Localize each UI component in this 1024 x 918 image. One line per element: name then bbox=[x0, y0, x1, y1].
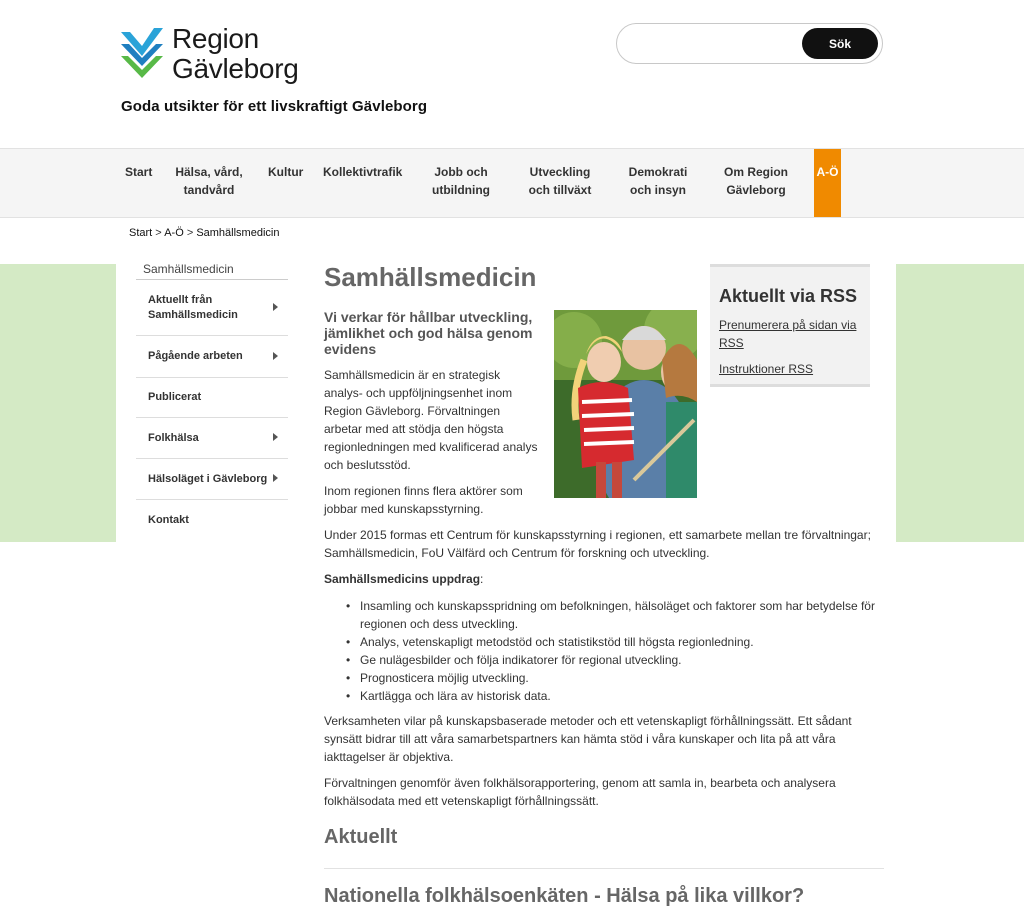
logo-text bbox=[172, 24, 299, 84]
sidebar-item-label: Aktuellt från Samhällsmedicin bbox=[148, 293, 238, 321]
nav-kultur[interactable]: Kultur bbox=[268, 165, 304, 179]
nav-jobb[interactable]: Jobb och utbildning bbox=[432, 165, 490, 197]
nav-om-region[interactable]: Om Region Gävleborg bbox=[723, 165, 788, 197]
reporting-paragraph: Förvaltningen genomför även folkhälsorapportering, genom att samla in, bearbeta och analysera folkhälsodata med ett vetenskapligt förhållningssätt. bbox=[324, 776, 836, 808]
sidebar-item-halsolaget[interactable] bbox=[136, 459, 288, 500]
nav-a-o[interactable]: A-Ö bbox=[814, 149, 841, 217]
chevron-right-icon[interactable] bbox=[273, 433, 278, 441]
sidebar-item-label: Kontakt bbox=[148, 513, 189, 526]
search-button[interactable]: Sök bbox=[802, 28, 878, 59]
mission-heading-text: Samhällsmedicins uppdrag bbox=[324, 572, 481, 586]
nav-utveckling[interactable]: Utveckling och tillväxt bbox=[528, 165, 592, 197]
nav-demokrati[interactable]: Demokrati och insyn bbox=[628, 165, 688, 197]
breadcrumb-separator: > bbox=[186, 227, 194, 239]
region-logo-icon bbox=[120, 24, 164, 78]
rss-title: Aktuellt via RSS bbox=[719, 286, 858, 306]
decorative-band-right bbox=[896, 264, 1024, 542]
nav-start[interactable]: Start bbox=[125, 165, 153, 179]
breadcrumb-current[interactable]: Samhällsmedicin bbox=[196, 227, 280, 239]
breadcrumb bbox=[129, 227, 279, 239]
breadcrumb-start[interactable]: Start bbox=[129, 227, 153, 239]
sidebar-item-label: Hälsoläget i Gävleborg bbox=[148, 472, 268, 485]
sidebar-item-kontakt[interactable] bbox=[136, 500, 288, 540]
nav-halsa[interactable]: Hälsa, vård, tandvård bbox=[175, 165, 243, 197]
chevron-right-icon[interactable] bbox=[273, 474, 278, 482]
sidebar bbox=[136, 262, 288, 540]
tagline: Goda utsikter för ett livskraftigt Gävleborg bbox=[121, 98, 428, 115]
list-item: • Kartlägga och lära av historisk data. bbox=[346, 687, 886, 705]
sidebar-item-label: Publicerat bbox=[148, 391, 202, 403]
list-item: • Ge nulägesbilder och följa indikatorer för regional utveckling. bbox=[346, 651, 886, 669]
decorative-band-left bbox=[0, 264, 116, 542]
sidebar-item-pagaende[interactable] bbox=[136, 336, 288, 378]
news-title[interactable]: Nationella folkhälsoenkäten - Hälsa på lika villkor? bbox=[324, 885, 805, 907]
rss-instructions-link[interactable]: Instruktioner RSS bbox=[719, 362, 814, 376]
divider bbox=[324, 868, 884, 869]
rss-box bbox=[710, 264, 870, 387]
site-header bbox=[0, 0, 1024, 148]
section-heading-aktuellt: Aktuellt bbox=[324, 826, 398, 848]
search-box bbox=[616, 23, 883, 64]
search-input[interactable] bbox=[631, 32, 801, 56]
method-paragraph: Verksamheten vilar på kunskapsbaserade metoder och ett vetenskapligt förhållningssätt. Ett sådant synsätt bidrar till att våra samarbetspartners kan hämta stöd i våra kunskaper och lita på att våra iakttagelser är objektiva. bbox=[324, 714, 852, 764]
mission-list bbox=[346, 597, 886, 705]
sidebar-item-label: Folkhälsa bbox=[148, 431, 199, 444]
logo[interactable] bbox=[120, 24, 299, 84]
sidebar-item-publicerat[interactable] bbox=[136, 378, 288, 418]
main-nav bbox=[0, 148, 1024, 218]
sidebar-title[interactable]: Samhällsmedicin bbox=[136, 262, 288, 280]
logo-line-1: Region bbox=[172, 23, 259, 54]
nav-kollektivtrafik[interactable]: Kollektivtrafik bbox=[323, 165, 403, 179]
breadcrumb-a-o[interactable]: A-Ö bbox=[164, 227, 184, 239]
sidebar-item-label: Pågående arbeten bbox=[148, 350, 243, 362]
intro-paragraph: Samhällsmedicin är en strategisk analys- och uppföljningsenhet inom Region Gävleborg. Förvaltningen arbetar med att stödja den högsta regionledningen med kvalificerad analys och beslutsstöd. bbox=[324, 368, 538, 472]
list-item: • Prognosticera möjlig utveckling. bbox=[346, 669, 886, 687]
logo-line-2: Gävleborg bbox=[172, 53, 299, 84]
page-title: Samhällsmedicin bbox=[324, 262, 537, 292]
lead-text: Vi verkar för hållbar utveckling, jämlikhet och god hälsa genom evidens bbox=[324, 309, 533, 357]
sidebar-item-folkhalsa[interactable] bbox=[136, 418, 288, 459]
actors-paragraph: Inom regionen finns flera aktörer som jobbar med kunskapsstyrning. bbox=[324, 484, 523, 516]
list-item: • Insamling och kunskapsspridning om befolkningen, hälsoläget och faktorer som har betydelse för regionen och dess utveckling. bbox=[346, 597, 886, 633]
centrum-paragraph: Under 2015 formas ett Centrum för kunskapsstyrning i regionen, ett samarbete mellan tre förvaltningar; Samhällsmedicin, FoU Välfärd och Centrum för forskning och utveckling. bbox=[324, 528, 871, 560]
rss-subscribe-link[interactable]: Prenumerera på sidan via RSS bbox=[719, 318, 857, 350]
sidebar-item-aktuellt[interactable] bbox=[136, 280, 288, 336]
mission-heading-colon: : bbox=[480, 572, 484, 586]
list-item: • Analys, vetenskapligt metodstöd och statistikstöd till högsta regionledning. bbox=[346, 633, 886, 651]
breadcrumb-separator: > bbox=[155, 227, 162, 239]
chevron-right-icon[interactable] bbox=[273, 352, 278, 360]
mission-heading bbox=[324, 570, 483, 588]
family-photo bbox=[554, 310, 697, 498]
chevron-right-icon[interactable] bbox=[273, 303, 278, 311]
